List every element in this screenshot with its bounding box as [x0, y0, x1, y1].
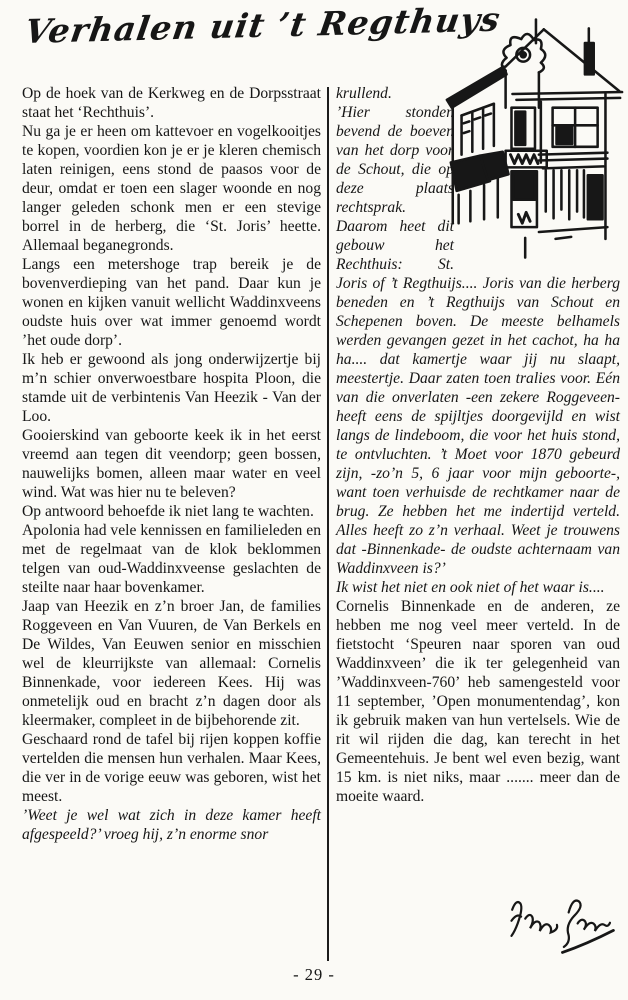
- column-divider: [327, 87, 329, 961]
- paragraph-left-3: Ik heb er gewoond als jong onderwijzertje bij m’n schier onverwoestbare hospita Ploon, die stamde uit de verbintenis Van Heezik - Van der Loo.: [22, 351, 321, 425]
- illustration-text-wrap-spacer: [454, 84, 620, 266]
- paragraph-left-1: Nu ga je er heen om kattevoer en vogelkooitjes te kopen, voordien kon je er je kleren chemisch laten reinigen, eens stond de paasos voor de deur, omdat er toen een slager woonde en nog langer geleden schonk men er een stevige borrel in de herberg, die ‘St. Joris’ heette. Allemaal beganegronds.: [22, 123, 321, 254]
- paragraph-left-5: Op antwoord behoefde ik niet lang te wachten.: [22, 503, 314, 520]
- page-title: Verhalen uit ’t Regthuys: [22, 0, 504, 51]
- paragraph-right-0: krullend.: [336, 85, 392, 102]
- paragraph-left-0: Op de hoek van de Kerkweg en de Dorpsstraat staat het ‘Rechthuis’.: [22, 85, 321, 121]
- paragraph-right-3: Ik wist het niet en ook niet of het waar is....: [336, 579, 605, 596]
- paragraph-left-7: Jaap van Heezik en z’n broer Jan, de families Roggeveen en Van Vuuren, de Van Berkels en De Wildes, Van Eeuwen senior en misschien wel de kleurrijkste van allemaal: Cornelis Binnenkade, voor iedereen Kees. Hij was onmetelijk oud en bracht z’n dagen door als kleermaker, compleet in de bijbehorende zit.: [22, 598, 321, 729]
- right-column: [336, 84, 620, 806]
- paragraph-left-6: Apolonia had vele kennissen en familieleden en met de regelmaat van de klok beklommen telgen van oud-Waddinxveense geslachten de steilte naar haar bovenkamer.: [22, 522, 321, 596]
- paragraph-right-2: Daarom heet dit gebouw het Rechthuis: St. Joris of ’t Regthuijs.... Joris van die herberg beneden en ’t Regthuijs van Schout en Schepenen boven. De meeste belhamels werden gevangen gezet in het cachot, ha ha ha.... dat kamertje waar jij nu slaapt, meestertje. Daar zaten toen tralies voor. Eén van die onverlaten -een zekere Roggeveen- heeft eens de spijltjes doorgevijld en wist langs de lindeboom, die voor het huis stond, te ontvluchten. ’t Moet voor 1870 gebeurd zijn, -zo’n 5, 6 jaar voor mijn geboorte-, want toen verhuisde de rechtkamer naar de brug. Ze hebben het me indertijd verteld. Alles heeft zo z’n verhaal. Weet je trouwens dat -Binnenkade- de oudste achternaam van Waddinxveen is?’: [336, 218, 620, 577]
- paragraph-right-1: ’Hier stonden bevend de boeven van het dorp voor de Schout, die op deze plaats rechtsprak.: [336, 104, 454, 216]
- paragraph-left-quote: ’Weet je wel wat zich in deze kamer heeft afgespeeld?’ vroeg hij, z’n enorme snor: [22, 807, 321, 843]
- paragraph-right-4: Cornelis Binnenkade en de anderen, ze hebben me nog veel meer verteld. In de fietstocht ‘Speuren naar sporen van oud Waddinxveen’ die ik ter gelegenheid van ’Waddinxveen-760’ heb samengesteld voor 11 september, ’Open monumentendag’, kon ik gebruik maken van hun vertelsels. Wie de rit wil rijden die dag, kan terecht in het Gemeentehuis. Je bent wel even bezig, want 15 km. is niet niks, maar ....... meer dan de moeite waard.: [336, 598, 620, 805]
- paragraph-left-2: Langs een metershoge trap bereik je de bovenverdieping van het pand. Daar kun je wonen en kijken vanuit wellicht Waddinxveens oudste huis over wat immer genoemd wordt ’het oude dorp’.: [22, 256, 321, 349]
- page-number: - 29 -: [293, 965, 335, 984]
- paragraph-left-8: Geschaard rond de tafel bij rijen koppen koffie vertelden die mensen hun verhalen. Maar Kees, die ver in de vorige eeuw was geboren, wist het meest.: [22, 731, 321, 805]
- signature-handwriting: [497, 894, 621, 964]
- paragraph-left-4: Gooierskind van geboorte keek ik in het eerst vreemd aan tegen dit veendorp; geen bossen, nauwelijks bomen, alleen maar water en veel wind. Wat was hier nu te beleven?: [22, 427, 321, 501]
- left-column: [22, 84, 321, 844]
